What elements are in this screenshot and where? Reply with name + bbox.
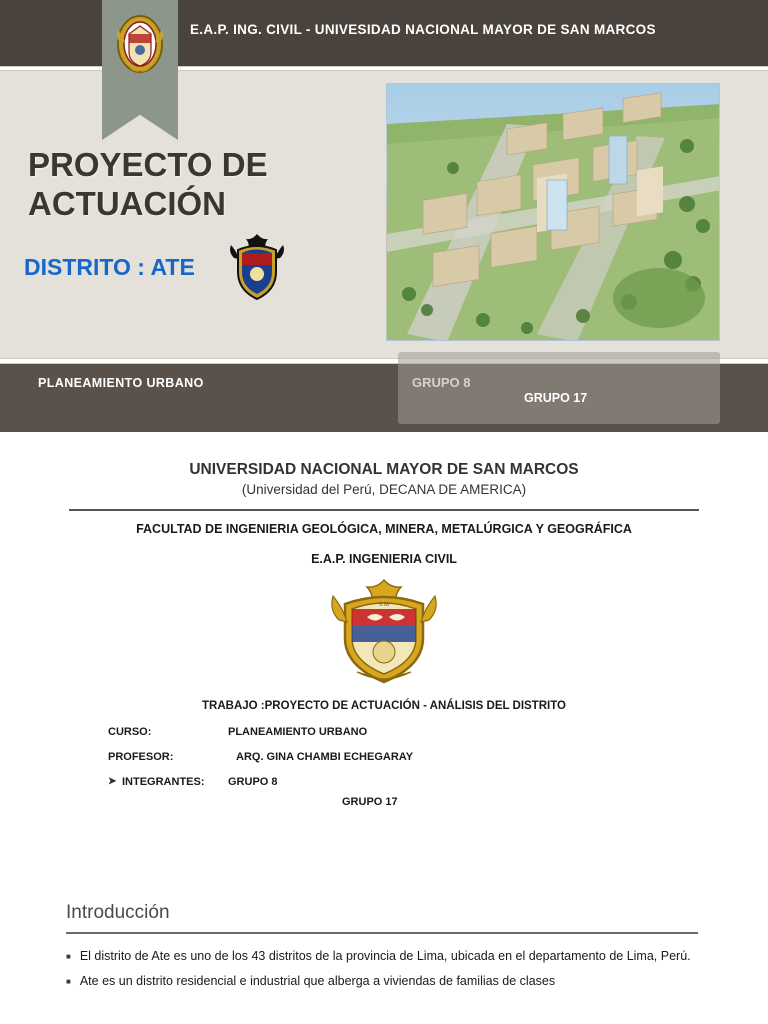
cover-fields xyxy=(108,726,768,808)
field-curso-label: CURSO: xyxy=(108,725,152,738)
field-integrantes xyxy=(108,776,768,788)
page-title: PROYECTO DE ACTUACIÓN xyxy=(28,146,268,222)
field-curso-value: PLANEAMIENTO URBANO xyxy=(228,725,368,738)
list-item-text: El distrito de Ate es uno de los 43 distritos de la provincia de Lima, ubicada en el departamento de Lima, Perú. xyxy=(79,949,691,963)
square-bullet-icon: ■ xyxy=(66,952,71,961)
slide1-group-8-label: GRUPO 8 xyxy=(412,375,471,390)
divider xyxy=(69,509,699,511)
list-item xyxy=(66,973,732,991)
university-name: UNIVERSIDAD NACIONAL MAYOR DE SAN MARCOS xyxy=(189,461,579,478)
field-integrantes-value: GRUPO 8 xyxy=(228,775,278,788)
field-profesor-value: ARQ. GINA CHAMBI ECHEGARAY xyxy=(236,750,414,763)
work-title: TRABAJO :PROYECTO DE ACTUACIÓN - ANÁLISIS DEL DISTRITO xyxy=(202,699,566,712)
cover-image xyxy=(386,83,720,341)
chevron-right-bullet-icon: ➤ xyxy=(108,775,117,787)
school-name: E.A.P. INGENIERIA CIVIL xyxy=(311,551,457,566)
field-profesor xyxy=(108,751,768,763)
list-item-text: Ate es un distrito residencial e industrial que alberga a viviendas de familias de clases xyxy=(79,974,556,988)
section-title: Introducción xyxy=(66,902,170,923)
slide1-subtitle: DISTRITO : ATE xyxy=(24,254,195,280)
field-profesor-label: PROFESOR: xyxy=(108,750,174,763)
unmsm-crest-icon xyxy=(329,576,439,686)
slide1-course-label: PLANEAMIENTO URBANO xyxy=(38,376,204,390)
slide1-group-17-label: GRUPO 17 xyxy=(524,391,588,405)
field-curso xyxy=(108,726,768,738)
university-subtitle: (Universidad del Perú, DECANA DE AMERICA) xyxy=(241,481,527,497)
svg-text:S.M: S.M xyxy=(378,601,390,608)
slide-cover-info xyxy=(0,432,768,880)
field-integrantes-value-2: GRUPO 17 xyxy=(342,795,398,808)
field-integrantes-label: INTEGRANTES: xyxy=(122,775,205,788)
unmsm-crest-icon xyxy=(228,232,286,302)
faculty-name: FACULTAD DE INGENIERIA GEOLÓGICA, MINERA, METALÚRGICA Y GEOGRÁFICA xyxy=(136,521,632,536)
slide-title xyxy=(0,0,768,432)
unmsm-crest-icon xyxy=(111,10,169,78)
slide1-header-title: E.A.P. ING. CIVIL - UNIVESIDAD NACIONAL MAYOR DE SAN MARCOS xyxy=(190,22,656,37)
square-bullet-icon: ■ xyxy=(66,977,71,986)
divider xyxy=(66,932,698,934)
list-item xyxy=(66,948,732,966)
slide-introduccion xyxy=(0,880,768,1024)
